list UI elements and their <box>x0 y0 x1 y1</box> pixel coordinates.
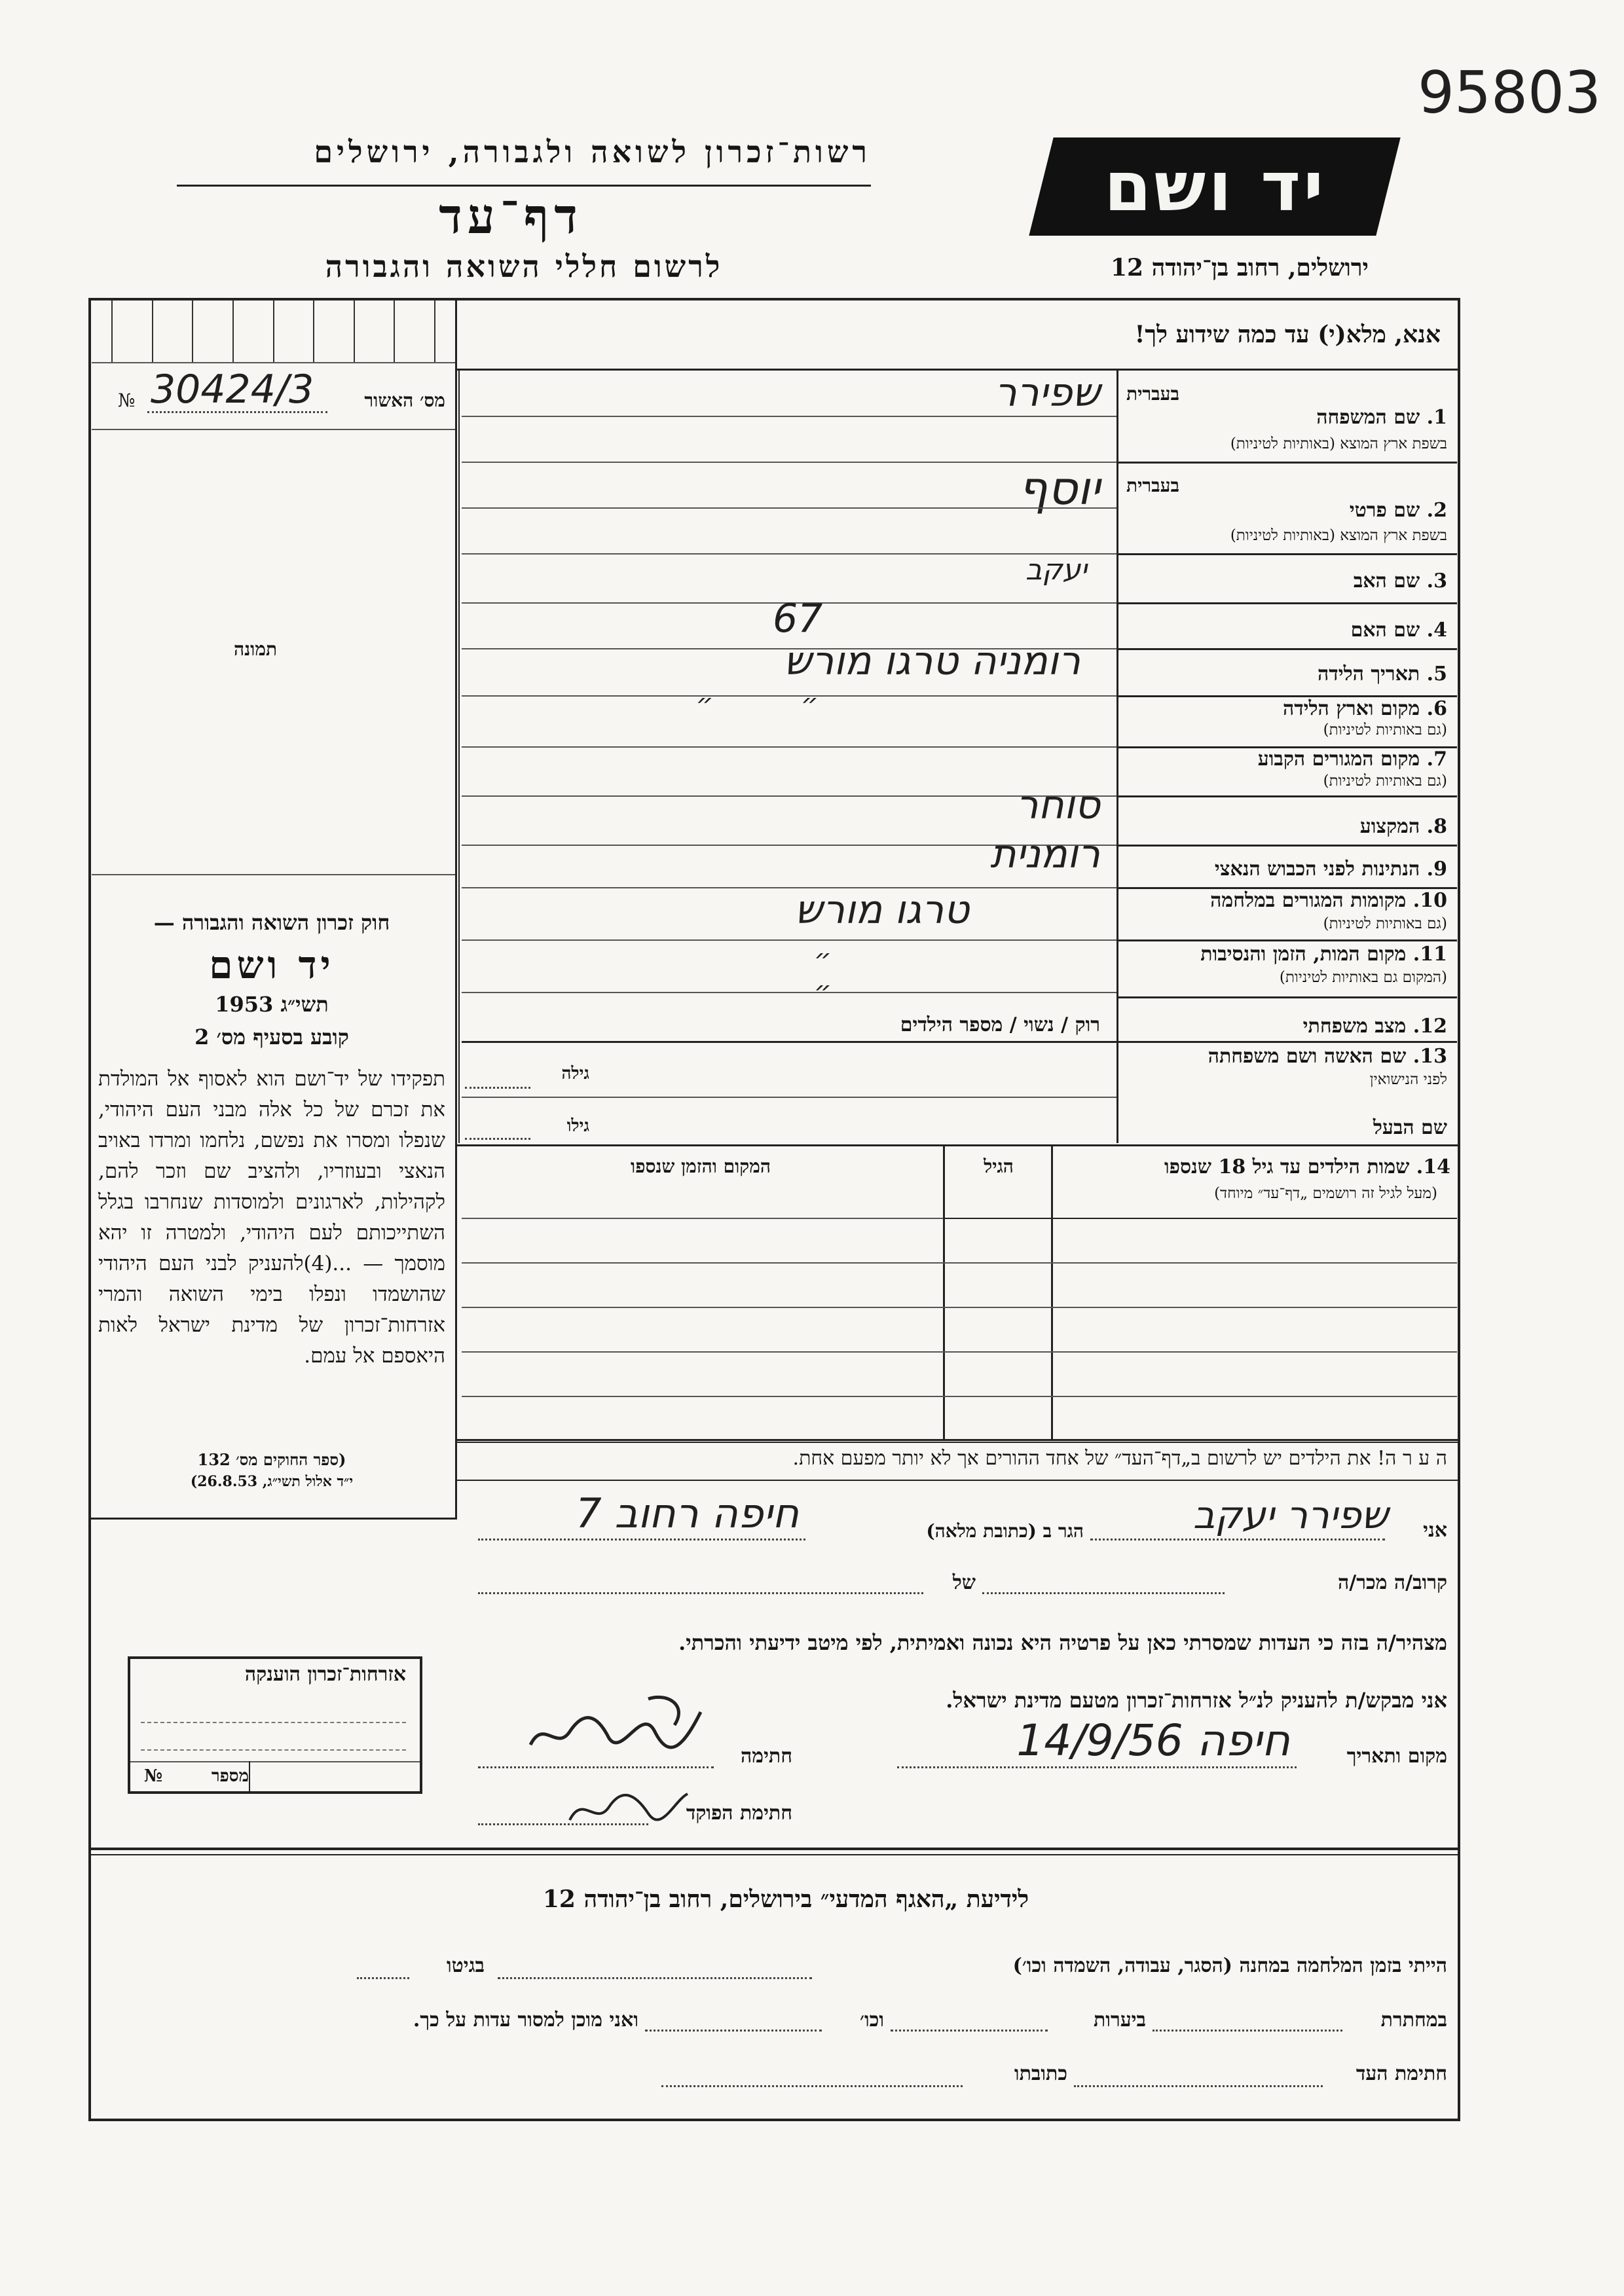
bottom-heading: לידיעת „האגף המדעי״ בירושלים, רחוב בן־יהודה 12 <box>542 1886 1029 1913</box>
decl-place-date-label: מקום ותאריך <box>1346 1745 1447 1768</box>
yad-vashem-logo: יד ושם <box>1029 137 1400 236</box>
officer-signature <box>563 1781 694 1833</box>
field-12-rule <box>462 1041 1457 1043</box>
field-13-age: גילה <box>561 1064 589 1084</box>
field-11-value: ״ ״ <box>813 943 877 1007</box>
address-line: ירושלים, רחוב בן־יהודה 12 <box>1110 254 1369 282</box>
left-column-divider <box>455 300 457 1518</box>
lang-hebrew-2: בעברית <box>1126 475 1180 496</box>
field-10-value: טרגו מורש <box>794 887 969 933</box>
field-2-value: יוסף <box>1018 462 1100 515</box>
children-header-rule-left <box>462 1218 943 1219</box>
field-6-value: ״ ״ <box>695 687 858 720</box>
cert-ticks-base <box>92 362 455 363</box>
photo-label: תמונה <box>233 638 278 660</box>
nr-mark: № <box>118 390 136 411</box>
children-col-place: המקום והזמן שנספו <box>631 1156 771 1177</box>
memorial-box-title: אזרחות־זכרון הוענקה <box>244 1663 406 1686</box>
bottom-top-rule-1 <box>90 1848 1459 1850</box>
bottom-line3-b-line <box>661 2085 963 2087</box>
field-7-label: 7. מקום המגורים הקבוע <box>1257 748 1447 771</box>
law-source: (ספר החוקים מס׳ 132 <box>197 1450 346 1469</box>
children-bottom-rule <box>457 1439 1459 1441</box>
field-1-label: 1. שם המשפחה <box>1316 406 1447 429</box>
decl-statement: מצהיר/ה בזה כי העדות שמסרתי כאן על פרטיה היא נכונה ואמיתית, לפי מיטב ידיעתי והכרתי. <box>678 1630 1447 1655</box>
memorial-box-number: מספר <box>211 1766 249 1786</box>
decl-i-am: אני <box>1423 1519 1447 1542</box>
archive-number: 95803 <box>1418 59 1601 126</box>
decl-residing: הגר ב (כתובת מלאה) <box>926 1520 1084 1542</box>
children-row-4 <box>462 1396 1457 1397</box>
note-text: ה ע ר ה! את הילדים יש לרשום ב„דף־העד״ של אחד ההורים אך לא יותר מפעם אחת. <box>792 1447 1447 1470</box>
field-9-value: רומנית <box>990 831 1100 877</box>
decl-signature <box>517 1692 714 1764</box>
field-8-label: 8. המקצוע <box>1359 815 1447 838</box>
decl-request: אני מבקש/ת להעניק לנ״ל אזרחות־זכרון מטעם מדינת ישראל. <box>946 1688 1447 1713</box>
law-year: תשי״ג 1953 <box>215 992 329 1017</box>
field-4-value: 67 <box>773 596 823 642</box>
field-husband-age-line <box>465 1138 530 1140</box>
memorial-box-line-1 <box>141 1722 406 1723</box>
field-8-value: סוחר <box>1016 782 1100 828</box>
decl-officer-label: חתימת הפוקד <box>686 1802 792 1825</box>
field-13-line <box>462 1097 1116 1098</box>
children-row-2 <box>462 1307 1457 1308</box>
cert-label: מס׳ האשור <box>364 390 445 411</box>
field-5-value: רומניה טרגו מורש <box>783 638 1080 684</box>
fields-divider <box>1116 371 1118 1143</box>
cert-number-line <box>147 411 327 413</box>
decl-name-value: שפירר יעקב <box>1192 1493 1388 1537</box>
field-11-label: 11. מקום המות, הזמן והנסיבות <box>1200 943 1447 966</box>
bottom-line2-a-line <box>1153 2030 1342 2032</box>
field-9-label: 9. הנתינות לפני הכבוש הנאצי <box>1214 858 1447 881</box>
field-1-value: שפירר <box>994 370 1100 416</box>
field-7-sub: (גם באותיות לטיניות) <box>1323 773 1447 790</box>
field-12-options: רוק / נשוי / מספר הילדים <box>900 1013 1100 1036</box>
field-11-line <box>462 992 1116 993</box>
decl-of-line <box>478 1592 923 1594</box>
decl-address-line <box>478 1539 805 1540</box>
field-husband-label: שם הבעל <box>1373 1116 1447 1139</box>
form-title: דף־עד <box>439 189 583 245</box>
children-row-3 <box>462 1351 1457 1353</box>
bottom-top-rule-2 <box>90 1854 1459 1855</box>
cert-number: 30424/3 <box>151 367 314 412</box>
children-label: 14. שמות הילדים עד גיל 18 שנספו <box>1164 1156 1450 1178</box>
field-13-sub: לפני הנישואין <box>1369 1071 1447 1088</box>
bottom-line2-b-line <box>891 2030 1048 2032</box>
field-10-line <box>462 939 1116 941</box>
field-2-label: 2. שם פרטי <box>1349 499 1447 522</box>
law-body: תפקידו של יד־ושם הוא לאסוף אל המולדת את זכרם של כל אלה מבני העם היהודי, שנפלו ומסרו את נפשם, נלחמו ומרדו באויב הנאצי ובעוזריו, ולהציב שם וזכר להם, לקהילות, לארגונים ולמוסדות שנחרבו בגלל השתייכותם לעם היהודי, ולמטרה זו יהא מוסמך — ...(4)להעניק לבני העם היהודי שהושמדו ונפלו בימי השואה והמרי אזרחות־זכרון של מדינת ישראל לאות היאספם אל עמם. <box>98 1067 445 1368</box>
decl-place-date-line <box>897 1766 1297 1768</box>
field-1-sub: בשפת ארץ המוצא (באותיות לטיניות) <box>1230 435 1447 452</box>
field-10-sub: (גם באותיות לטיניות) <box>1323 915 1447 932</box>
bottom-line2-b: ביערות <box>1093 2009 1146 2032</box>
field-2-sub: בשפת ארץ המוצא (באותיות לטיניות) <box>1230 527 1447 544</box>
field-2-rule <box>1116 553 1457 555</box>
decl-of: של <box>952 1571 976 1594</box>
field-4-rule <box>1116 648 1457 650</box>
decl-signature-line <box>478 1766 714 1768</box>
law-title: חוק זכרון השואה והגבורה — <box>153 910 390 935</box>
children-sub: (מעל לגיל זה רושמים „דף־עד״ מיוחד) <box>1214 1185 1437 1202</box>
field-3-value: יעקב <box>1025 553 1087 587</box>
field-11-rule <box>1116 996 1457 998</box>
field-6-label: 6. מקום וארץ הלידה <box>1282 697 1447 720</box>
field-4-label: 4. שם האם <box>1350 619 1447 642</box>
field-2-line-a <box>462 507 1116 509</box>
cert-rule <box>92 429 455 430</box>
field-13-label: 13. שם האשה ושם משפחתה <box>1208 1045 1447 1068</box>
law-bottom-rule <box>90 1518 457 1520</box>
bottom-line3-b: כתובתו <box>1014 2062 1067 2085</box>
decl-place-date-value: חיפה 14/9/56 <box>1016 1715 1290 1766</box>
authority-underline <box>177 185 871 187</box>
memorial-box-div <box>249 1761 250 1793</box>
field-10-label: 10. מקומות המגורים במלחמה <box>1210 889 1447 912</box>
bottom-line2-a: במחתרת <box>1380 2009 1447 2032</box>
field-3-label: 3. שם האב <box>1353 570 1447 592</box>
bottom-line3-a-line <box>1074 2085 1323 2087</box>
bottom-line2-c: וכו׳ <box>860 2009 884 2032</box>
memorial-box-rule <box>130 1761 420 1762</box>
form-subtitle: לרשום חללי השואה והגבורה <box>325 249 723 284</box>
photo-rule <box>92 874 455 875</box>
value-left-border <box>458 371 460 1143</box>
bottom-line2-c-line <box>645 2030 822 2032</box>
field-5-label: 5. תאריך הלידה <box>1318 663 1447 685</box>
bottom-line2-d: ואני מוכן למסור עדות על כך. <box>413 2009 638 2032</box>
decl-relative-line <box>982 1592 1225 1594</box>
children-col-age: הגיל <box>984 1156 1014 1177</box>
law-date: י״ד אלול תשי״ג, 26.8.53) <box>190 1473 354 1490</box>
field-7-rule <box>1116 795 1457 797</box>
lang-hebrew-1: בעברית <box>1126 383 1180 405</box>
memorial-box-nr: № <box>144 1766 163 1786</box>
decl-name-line <box>1090 1539 1385 1540</box>
bottom-line1-a-line <box>498 1977 812 1979</box>
decl-address-value: חיפה רחוב 7 <box>576 1489 799 1537</box>
field-11-sub: (המקום גם באותיות לטיניות) <box>1279 969 1447 986</box>
bottom-line1-b: בגיטו <box>446 1954 485 1977</box>
children-row-1 <box>462 1262 1457 1264</box>
field-8-rule <box>1116 845 1457 847</box>
decl-signature-label: חתימה <box>741 1745 792 1768</box>
authority-line: רשות־זכרון לשואה ולגבורה, ירושלים <box>314 134 871 170</box>
memorial-box-line-2 <box>141 1749 406 1751</box>
decl-relative: קרוב/ה מכר/ה <box>1338 1571 1447 1594</box>
field-13-age-line <box>465 1087 530 1089</box>
note-top <box>457 1442 1459 1443</box>
field-husband-age: גילו <box>566 1116 589 1136</box>
field-6-sub: (גם באותיות לטיניות) <box>1323 721 1447 738</box>
field-12-label: 12. מצב משפחתי <box>1302 1015 1447 1038</box>
law-name: יד ושם <box>209 943 335 987</box>
field-6-line <box>462 746 1116 748</box>
bottom-line1-b-line <box>357 1977 409 1979</box>
bottom-line3-a: חתימת העד <box>1356 2062 1447 2085</box>
cert-ticks <box>92 300 455 362</box>
field-1-rule <box>1116 462 1457 464</box>
note-bottom <box>457 1480 1459 1481</box>
field-10-rule <box>1116 939 1457 941</box>
field-3-rule <box>1116 602 1457 604</box>
intro-text: אנא, מלא(י) עד כמה שידוע לך! <box>1134 321 1441 348</box>
field-1-line-a <box>462 416 1116 417</box>
children-header-rule-right <box>943 1218 1457 1219</box>
bottom-line1-a: הייתי בזמן המלחמה במחנה (הסגר, עבודה, השמדה וכו׳) <box>1012 1954 1447 1977</box>
law-clause: קובע בסעיף מס׳ 2 <box>194 1025 349 1049</box>
children-top-rule <box>457 1144 1459 1146</box>
